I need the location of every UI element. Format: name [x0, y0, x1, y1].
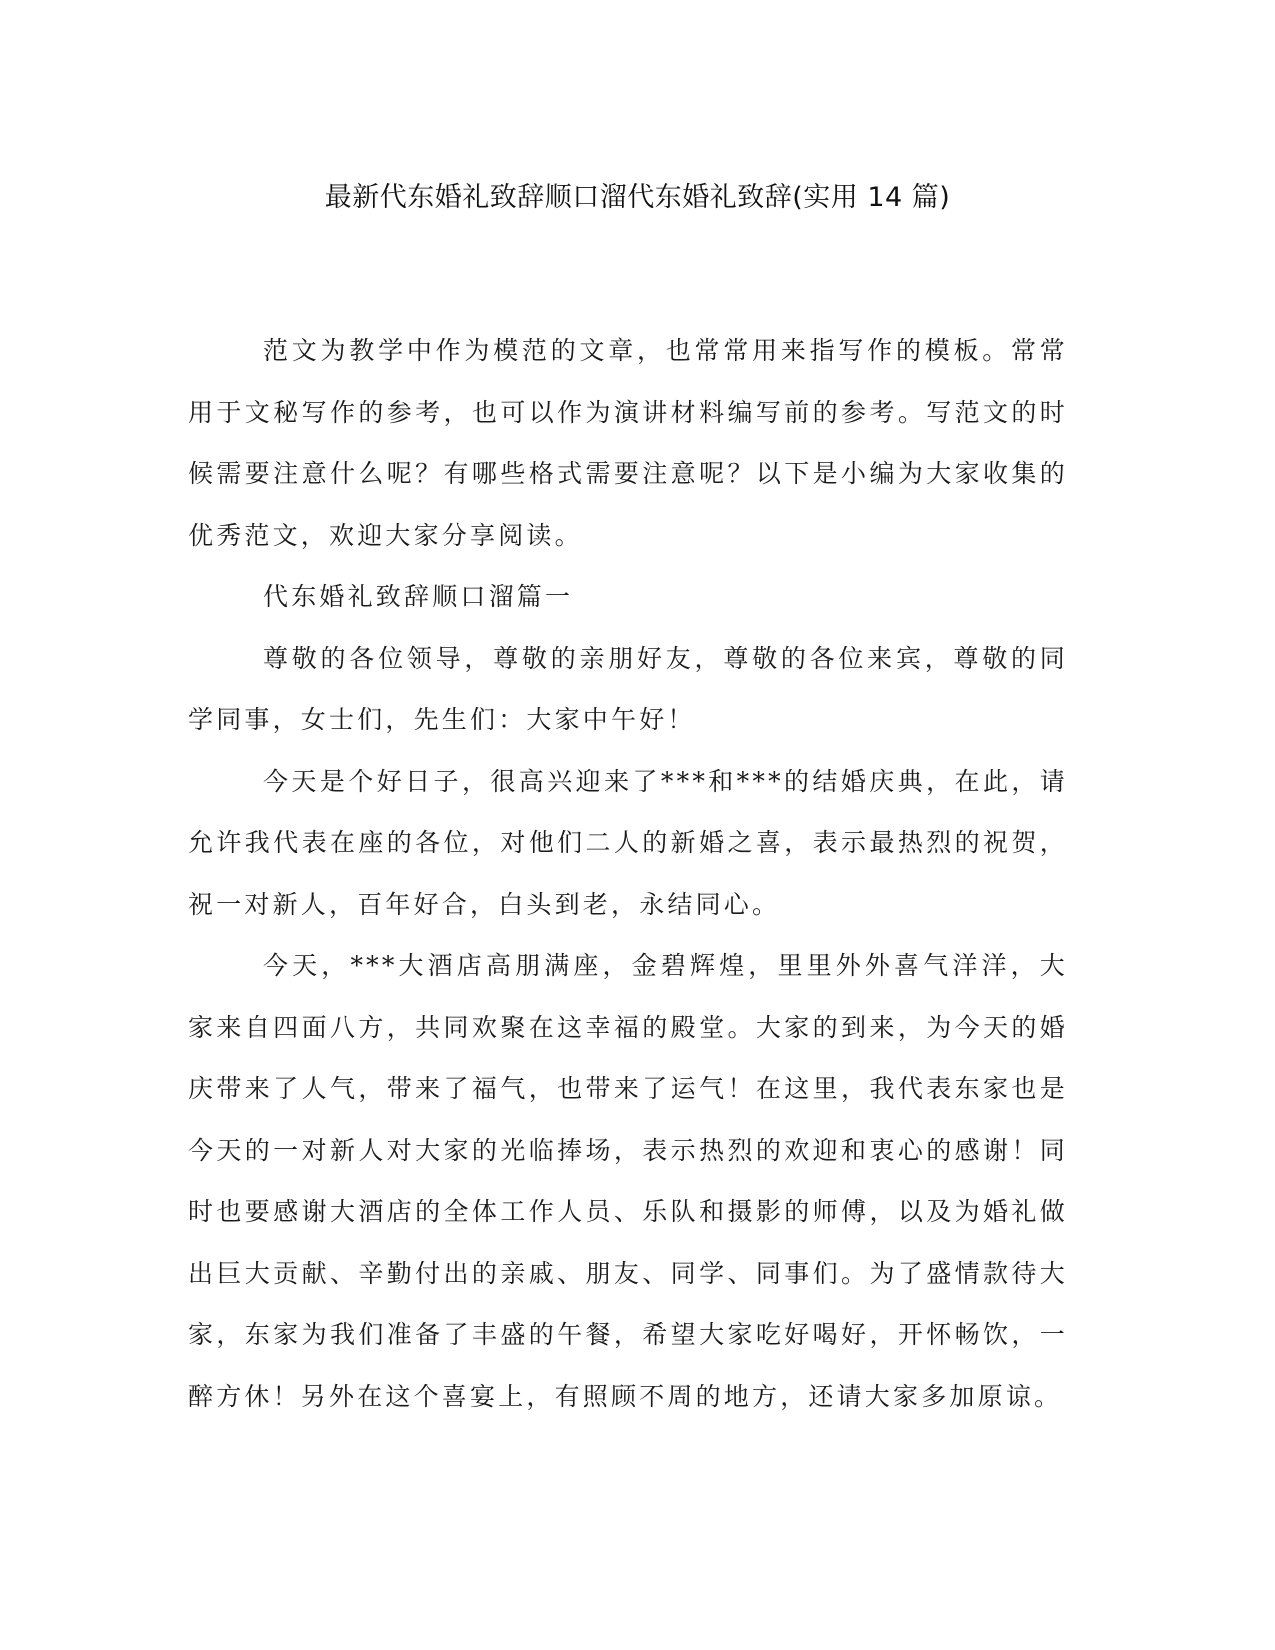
document-title: 最新代东婚礼致辞顺口溜代东婚礼致辞(实用 14 篇) [324, 182, 951, 213]
welcome-paragraph: 今天，***大酒店高朋满座，金碧辉煌，里里外外喜气洋洋，大家来自四面八方，共同欢聚在这幸福的殿堂。大家的到来，为今天的婚庆带来了人气，带来了福气，也带来了运气！在这里，我代表东家也是今天的一对新人对大家的光临捧场，表示热烈的欢迎和衷心的感谢！同时也要感谢大酒店的全体工作人员、乐队和摄影的师傅，以及为婚礼做出巨大贡献、辛勤付出的亲戚、朋友、同学、同事们。为了盛情款待大家，东家为我们准备了丰盛的午餐，希望大家吃好喝好，开怀畅饮，一醉方休！另外在这个喜宴上，有照顾不周的地方，还请大家多加原谅。 [188, 951, 1068, 1411]
greeting-paragraph: 尊敬的各位领导，尊敬的亲朋好友，尊敬的各位来宾，尊敬的同学同事，女士们，先生们：大家中午好！ [188, 643, 1068, 734]
congratulation-paragraph: 今天是个好日子，很高兴迎来了***和***的结婚庆典，在此，请允许我代表在座的各位，对他们二人的新婚之喜，表示最热烈的祝贺，祝一对新人，百年好合，白头到老，永结同心。 [188, 766, 1068, 919]
intro-paragraph: 范文为教学中作为模范的文章，也常常用来指写作的模板。常常用于文秘写作的参考，也可以作为演讲材料编写前的参考。写范文的时候需要注意什么呢？有哪些格式需要注意呢？以下是小编为大家收集的优秀范文，欢迎大家分享阅读。 [188, 336, 1068, 550]
section-heading: 代东婚礼致辞顺口溜篇一 [263, 582, 574, 611]
document-body [188, 320, 1068, 1427]
